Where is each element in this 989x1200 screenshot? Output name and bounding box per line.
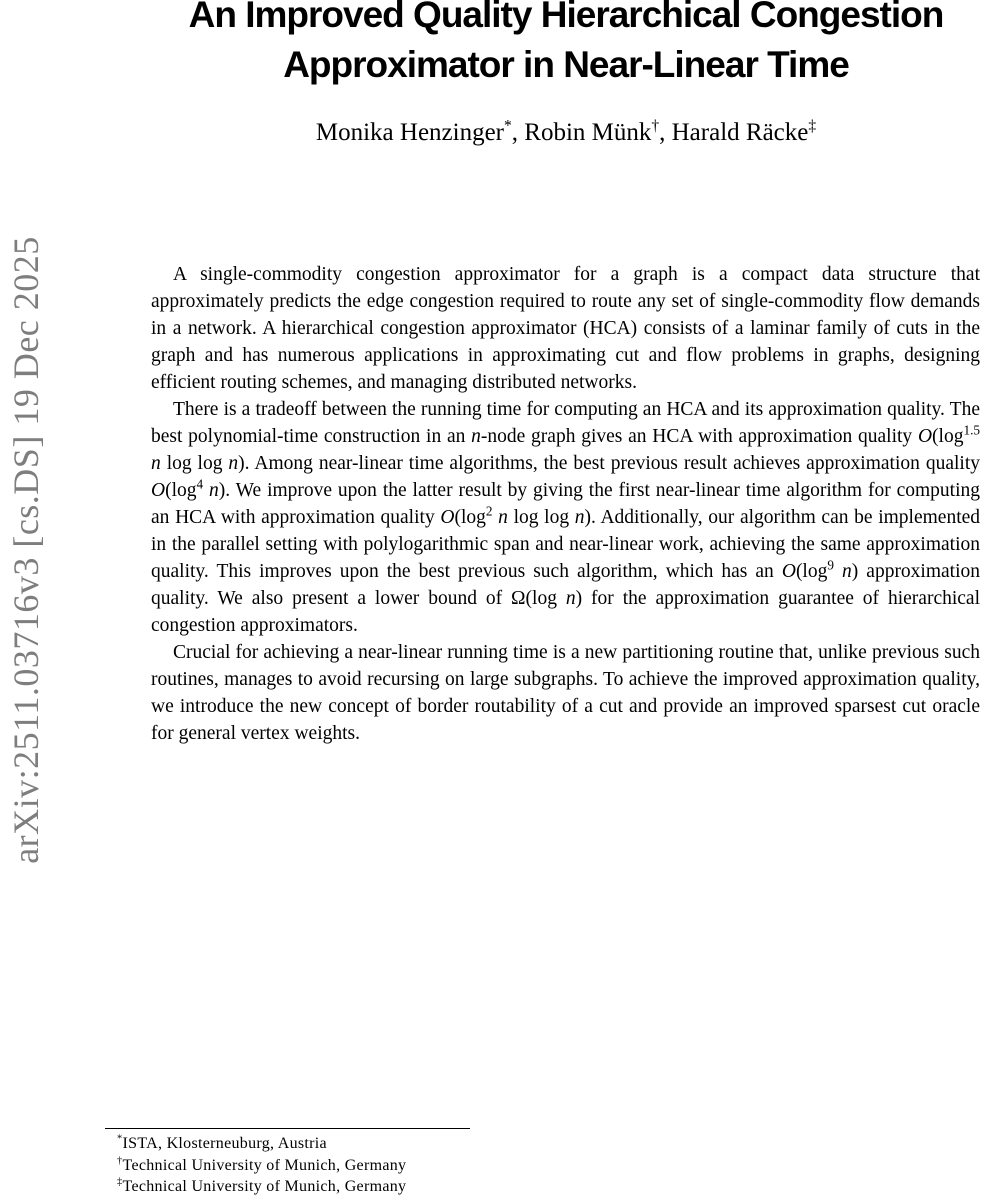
footnote (117, 1176, 406, 1198)
math-superscript: 9 (827, 557, 834, 573)
footnote-marker: ‡ (117, 1176, 123, 1188)
author-list (140, 118, 989, 148)
text-run: log log (507, 507, 575, 528)
math-variable: n (151, 453, 161, 474)
paper-title-line-1: An Improved Quality Hierarchical Congestion (188, 0, 944, 35)
text-run: log log (160, 453, 229, 474)
math-superscript: 1.5 (963, 422, 981, 438)
text-run: ). Additionally, our algorithm can be implemented in the parallel setting with polylogarithmic span and near-linear work, achieving the same approximation quality. This improves upon the best previous such algorithm, which has an (151, 507, 981, 582)
footnote (117, 1155, 406, 1177)
paper-title (140, 0, 989, 90)
paper-title-line-2: Approximator in Near-Linear Time (283, 44, 849, 85)
author-name: Robin Münk (524, 119, 652, 146)
math-variable: n (574, 507, 585, 528)
math-variable: O (781, 561, 796, 582)
abstract (151, 261, 980, 747)
text-run: ) approximation quality. We also present a lower bound of Ω(log (151, 561, 981, 609)
author (524, 119, 671, 146)
text-run (834, 561, 842, 582)
footnote-text: Technical University of Munich, Germany (122, 1178, 407, 1195)
abstract-paragraph (151, 261, 980, 396)
math-variable: n (228, 453, 239, 474)
author-separator: , (511, 119, 525, 146)
text-run: ) for the approximation guarantee of hierarchical congestion approximators. (151, 588, 980, 636)
math-variable: O (440, 507, 455, 528)
author-footnote-marker: ‡ (808, 117, 817, 135)
author-name: Harald Räcke (671, 119, 809, 146)
math-variable: O (917, 426, 933, 447)
footnote-text: Technical University of Munich, Germany (122, 1156, 407, 1174)
math-variable: n (471, 426, 481, 447)
footnote-text: ISTA, Klosterneuburg, Austria (122, 1135, 327, 1152)
text-run: A single-commodity congestion approximator for a graph is a compact data structure that approximately predicts the edge congestion required to route any set of single-commodity flow demands in a network. A hierarchical congestion approximator (HCA) consists of a laminar family of cuts in the graph and has numerous applications in approximating cut and flow problems in graphs, designing efficient routing schemes, and managing distributed networks. (151, 264, 980, 393)
abstract-paragraph (151, 396, 980, 639)
text-run: (log (932, 426, 964, 447)
math-variable: n (209, 480, 219, 501)
math-variable: n (842, 561, 852, 582)
text-run: There is a tradeoff between the running time for computing an HCA and its approximation quality. The best polynomial-time construction in an (151, 399, 980, 447)
arxiv-watermark: arXiv:2511.03716v3 [cs.DS] 19 Dec 2025 (6, 236, 46, 864)
text-run: (log (454, 507, 486, 528)
footnote-marker: † (117, 1155, 123, 1167)
footnotes (117, 1133, 406, 1198)
footnote-marker: * (117, 1133, 123, 1145)
text-run: (log (795, 561, 828, 582)
author-separator: , (659, 119, 672, 146)
text-run: -node graph gives an HCA with approximation quality (480, 426, 918, 447)
text-run: Crucial for achieving a near-linear running time is a new partitioning routine that, unlike previous such routines, manages to avoid recursing on large subgraphs. To achieve the improved approximation quality, we introduce the new concept of border routability of a cut and provide an improved sparsest cut oracle for general vertex weights. (151, 642, 980, 744)
text-run: ). We improve upon the latter result by giving the first near-linear time algorithm for computing an HCA with approximation quality (151, 480, 980, 528)
author-footnote-marker: * (504, 117, 512, 135)
author (672, 119, 816, 146)
author-name: Monika Henzinger (315, 119, 505, 146)
math-variable: O (151, 480, 166, 501)
author (316, 119, 524, 146)
author-footnote-marker: † (651, 117, 660, 135)
math-variable: n (565, 588, 576, 609)
math-superscript: 4 (196, 476, 204, 492)
math-superscript: 2 (485, 503, 493, 519)
footnote-rule (105, 1128, 470, 1129)
abstract-paragraph (151, 639, 980, 747)
text-run: (log (165, 480, 197, 501)
text-run: ). Among near-linear time algorithms, the best previous result achieves approximation quality (238, 453, 980, 474)
footnote (117, 1133, 406, 1155)
math-variable: n (498, 507, 508, 528)
